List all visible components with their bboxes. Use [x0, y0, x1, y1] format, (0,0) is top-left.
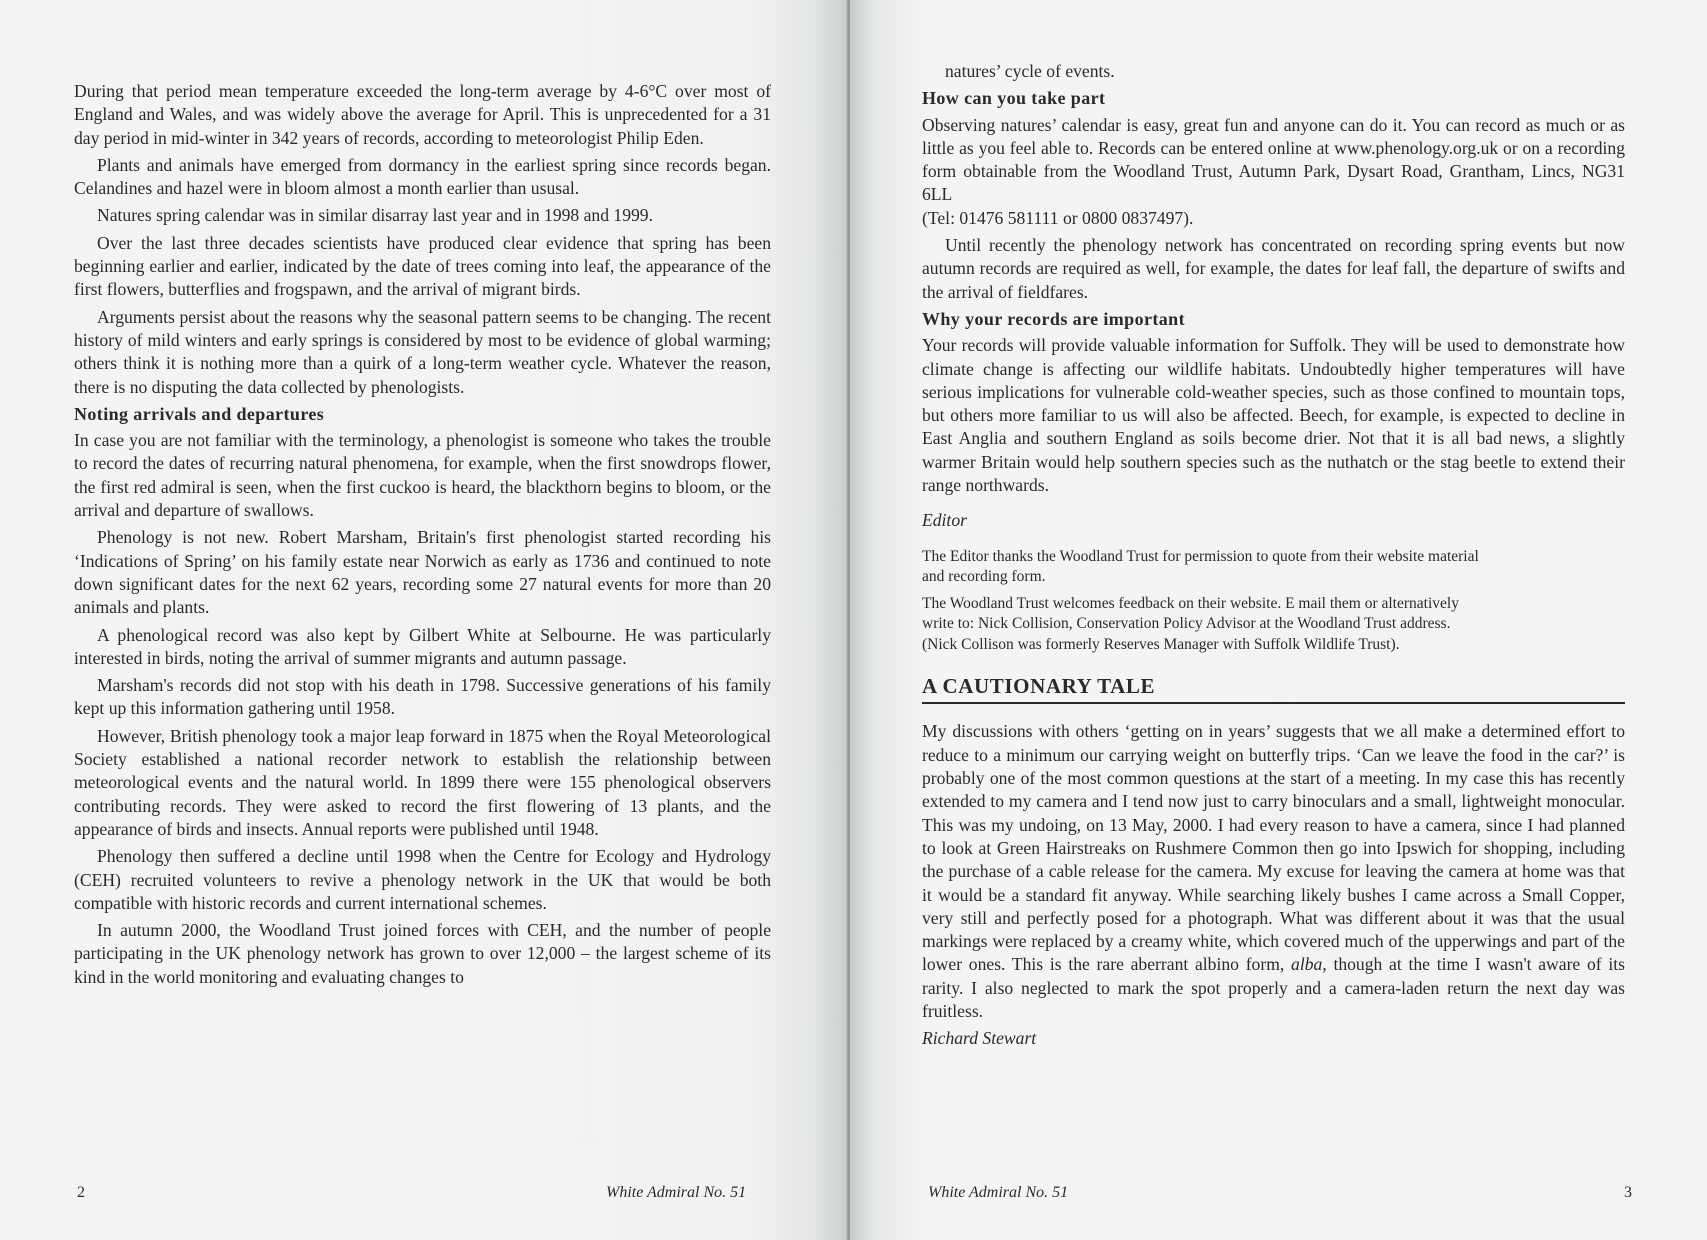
note-line: The Editor thanks the Woodland Trust for permission to quote from their website material	[922, 547, 1479, 565]
paragraph: Marsham's records did not stop with his death in 1798. Successive generations of his family kept up this information gathering until 1958.	[74, 675, 771, 719]
paragraph: Phenology is not new. Robert Marsham, Britain's first phenologist started recording his ‘Indications of Spring’ on his family estate near Norwich as early as 1736 and continued to note down significant dates for the next 62 years, recording some 27 natural events for more than 20 animals and plants.	[74, 527, 771, 618]
paragraph: Over the last three decades scientists have produced clear evidence that spring has been beginning earlier and earlier, indicated by the date of trees coming into leaf, the appearance of the first flowers, butterflies and frogspawn, and the arrival of migrant birds.	[74, 232, 771, 300]
author-signature: Richard Stewart	[922, 1028, 1037, 1049]
paragraph: Plants and animals have emerged from dormancy in the earliest spring since records began. Celandines and hazel were in bloom almost a month earlier than ususal.	[74, 154, 771, 199]
footer-title: White Admiral No. 51	[928, 1184, 1069, 1201]
paragraph: Arguments persist about the reasons why the seasonal pattern seems to be changing. The recent history of mild winters and early springs is considered by most to be evidence of global warming; others think it is nothing more than a quirk of a long-term weather cycle. Whatever the reason, there is no disputing the data collected by phenologists.	[74, 306, 771, 397]
paragraph: Phenology then suffered a decline until 1998 when the Centre for Ecology and Hydrology (CEH) recruited volunteers to revive a phenology network in the UK that would be both compatible with historic records and current international schemes.	[74, 846, 771, 913]
section-heading: Noting arrivals and departures	[74, 403, 325, 424]
section-heading: How can you take part	[922, 88, 1106, 109]
page-number: 3	[1624, 1184, 1632, 1201]
paragraph: During that period mean temperature exceeded the long-term average by 4-6°C over most of England and Wales, and was widely above the average for April. This is unprecedented for a 31 day period in mid-winter in 342 years of records, according to meteorologist Philip Eden.	[74, 81, 771, 148]
editor-signature: Editor	[922, 510, 967, 531]
note-line: and recording form.	[922, 568, 1046, 586]
continued-text: natures’ cycle of events.	[945, 61, 1115, 81]
contact-line: (Tel: 01476 581111 or 0800 0837497).	[922, 207, 1194, 228]
left-column	[74, 80, 771, 993]
paragraph: Your records will provide valuable information for Suffolk. They will be used to demonstrate how climate change is affecting our wildlife habitats. Undoubtedly higher temperatures will have serious implications for vulnerable cold-weather species, such as those confined to mountain tops, but others more familiar to us will also be affected. Beech, for example, is expected to decline in East Anglia and southern England as soils become drier. Not that it is all bad news, a slightly warmer Britain would help southern species such as the nuthatch or the stag beetle to extend their range northwards.	[922, 335, 1625, 496]
note-line: write to: Nick Collision, Conservation Policy Advisor at the Woodland Trust address.	[922, 615, 1451, 633]
right-column	[922, 60, 1625, 1055]
footer-title: White Admiral No. 51	[606, 1184, 747, 1201]
article-text: , though at the time I wasn't aware of its rarity. I also neglected to mark the spot properly and a camera-laden return the next day was fruitless.	[922, 954, 1625, 1021]
paragraph: A phenological record was also kept by Gilbert White at Selbourne. He was particularly interested in birds, noting the arrival of summer migrants and autumn passage.	[74, 624, 771, 668]
note	[922, 547, 1625, 588]
paragraph: Observing natures’ calendar is easy, great fun and anyone can do it. You can record as much or as little as you feel able to. Records can be entered online at www.phenology.org.uk or on a recording form obtainable from the Woodland Trust, Autumn Park, Dysart Road, Grantham, Lincs, NG31 6LL	[922, 114, 1625, 205]
paragraph: In autumn 2000, the Woodland Trust joined forces with CEH, and the number of people participating in the UK phenology network has grown to over 12,000 – the largest scheme of its kind in the world monitoring and evaluating changes to	[74, 920, 771, 987]
note-line: The Woodland Trust welcomes feedback on their website. E mail them or alternatively	[922, 594, 1459, 612]
paragraph: However, British phenology took a major leap forward in 1875 when the Royal Meteorological Society established a national recorder network to establish the relationship between meteorological events and the natural world. In 1899 there were 155 phenological observers contributing records. They were asked to record the first flowering of 13 plants, and the appearance of birds and insects. Annual reports were published until 1948.	[74, 725, 771, 839]
paragraph: In case you are not familiar with the terminology, a phenologist is someone who takes the trouble to record the dates of recurring natural phenomena, for example, when the first snowdrops flower, the first red admiral is seen, when the first cuckoo is heard, the blackthorn begins to bloom, or the arrival and departure of swallows.	[74, 430, 771, 521]
article-text: My discussions with others ‘getting on in years’ suggests that we all make a determined effort to reduce to a minimum our carrying weight on butterfly trips. ‘Can we leave the food in the car?’ is probably one of the most common questions at the start of a meeting. In my case this has recently extended to my camera and I tend now just to carry binoculars and a small, lightweight monocular. This was my undoing, on 13 May, 2000. I had every reason to have a camera, since I had planned to look at Green Hairstreaks on Rushmere Common then go into Ipswich for shopping, including the purchase of a cable release for the camera. My excuse for leaving the camera at home was that it would be a standard fit anyway. While searching likely bushes I came across a Small Copper, very still and perfectly posed for a photograph. What was different about it was that the usual markings were replaced by a creamy white, which covered much of the upperwings and part of the lower ones. This is the rare aberrant albino form,	[922, 721, 1625, 975]
left-page	[0, 0, 848, 1240]
page-number: 2	[77, 1184, 85, 1201]
article-italic-term: alba	[1291, 954, 1323, 975]
note-line: (Nick Collison was formerly Reserves Manager with Suffolk Wildlife Trust).	[922, 635, 1400, 653]
paragraph: Until recently the phenology network has concentrated on recording spring events but now autumn records are required as well, for example, the dates for leaf fall, the departure of swifts and the arrival of fieldfares.	[922, 235, 1625, 302]
section-heading: Why your records are important	[922, 308, 1185, 329]
note	[922, 594, 1625, 656]
article-paragraph	[922, 720, 1625, 1023]
article-title: A CAUTIONARY TALE	[922, 675, 1625, 704]
paragraph: Natures spring calendar was in similar disarray last year and in 1998 and 1999.	[97, 205, 653, 226]
editor-notes	[922, 547, 1625, 656]
right-page	[850, 0, 1707, 1240]
